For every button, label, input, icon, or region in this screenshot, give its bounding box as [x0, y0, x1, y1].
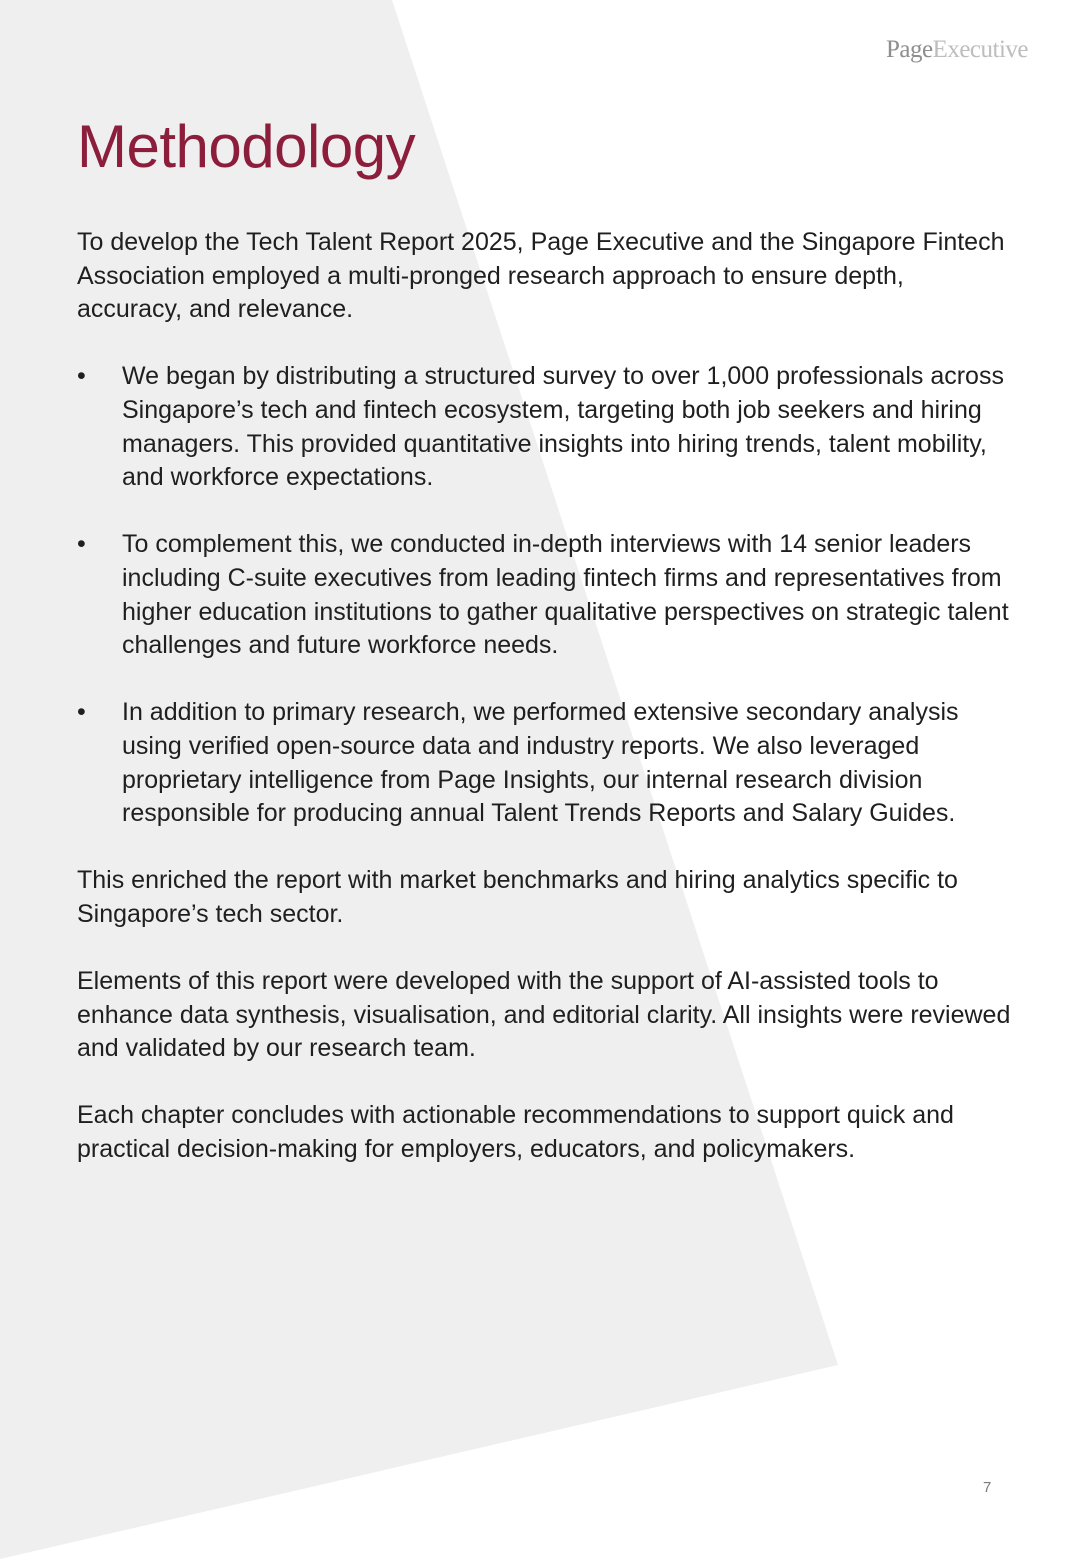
ai-tools-paragraph: Elements of this report were developed with the support of AI-assisted tools to enhance data synthesis, visualisation, and editorial clarity. All insights were reviewed and validated by our research team.	[77, 967, 1011, 1063]
method-list-item	[77, 360, 1012, 494]
page-executive-logo	[886, 36, 1028, 64]
survey-method-text: We began by distributing a structured survey to over 1,000 professionals across Singapore’s tech and fintech ecosystem, targeting both job seekers and hiring managers. This provided quantitative insights into hiring trends, talent mobility, and workforce expectations.	[122, 362, 1004, 492]
page-number: 7	[983, 1479, 992, 1496]
logo-text-executive: Executive	[932, 36, 1028, 63]
enrichment-paragraph: This enriched the report with market benchmarks and hiring analytics specific to Singapore’s tech sector.	[77, 866, 958, 928]
logo-text-page: Page	[885, 36, 933, 63]
secondary-research-text: In addition to primary research, we performed extensive secondary analysis using verified open-source data and industry reports. We also leveraged proprietary intelligence from Page Insights, our internal research division responsible for producing annual Talent Trends Reports and Salary Guides.	[122, 698, 959, 828]
page-title: Methodology	[77, 113, 416, 180]
interview-method-text: To complement this, we conducted in-depth interviews with 14 senior leaders including C-suite executives from leading fintech firms and representatives from higher education institutions to gather qualitative perspectives on strategic talent challenges and future workforce needs.	[122, 530, 1009, 660]
method-list	[77, 360, 1012, 830]
methodology-content	[77, 226, 1012, 1200]
bullet-icon: •	[77, 698, 86, 727]
method-list-item	[77, 696, 1012, 830]
method-list-item	[77, 528, 1012, 662]
intro-paragraph: To develop the Tech Talent Report 2025, Page Executive and the Singapore Fintech Association employed a multi-pronged research approach to ensure depth, accuracy, and relevance.	[77, 228, 1005, 324]
bullet-icon: •	[77, 362, 86, 391]
bullet-icon: •	[77, 530, 86, 559]
recommendations-paragraph: Each chapter concludes with actionable recommendations to support quick and practical decision-making for employers, educators, and policymakers.	[77, 1101, 954, 1164]
